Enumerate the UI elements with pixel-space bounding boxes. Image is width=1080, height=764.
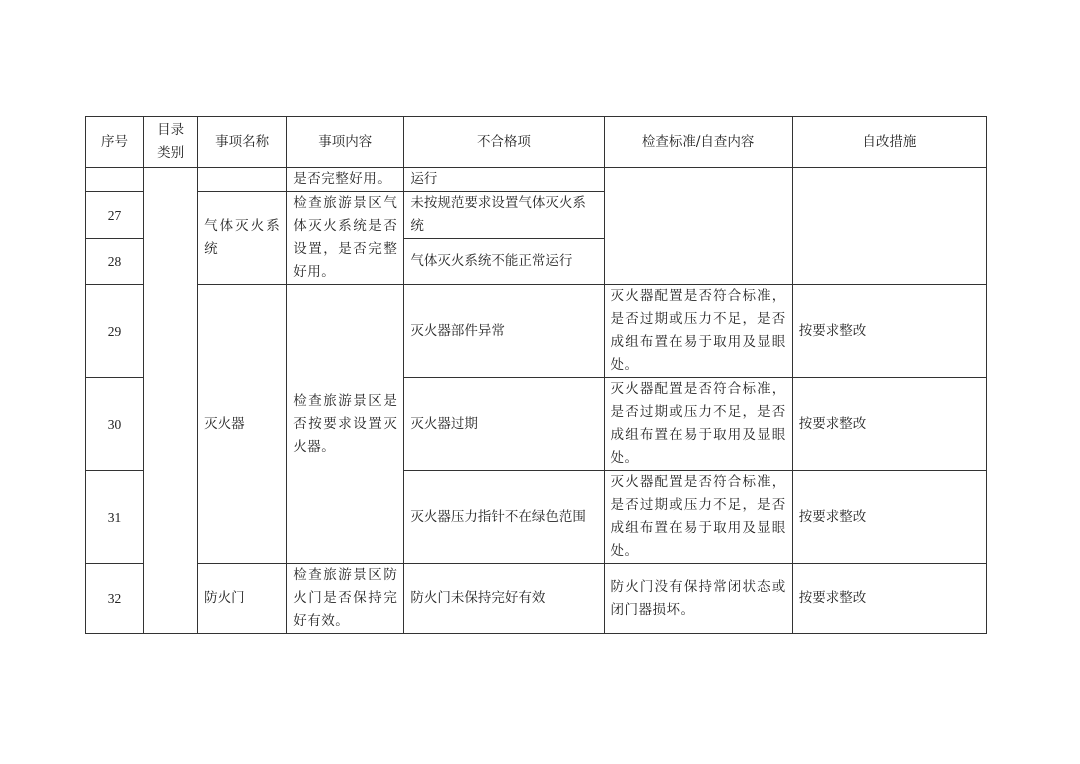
cell-fix: 按要求整改 [792, 378, 986, 471]
cell-fail: 未按规范要求设置气体灭火系统 [404, 192, 604, 239]
cell-fix: 按要求整改 [792, 285, 986, 378]
table-row [86, 564, 987, 634]
cell-fix: 按要求整改 [792, 471, 986, 564]
cell-name: 灭火器 [198, 285, 287, 564]
header-category-line1: 目录 [157, 122, 185, 138]
cell-no: 31 [86, 471, 144, 564]
header-category [144, 117, 198, 168]
cell-fail: 气体灭火系统不能正常运行 [404, 239, 604, 285]
cell-no: 32 [86, 564, 144, 634]
cell-name: 气体灭火系统 [198, 192, 287, 285]
cell-fix [792, 168, 986, 285]
table-row [86, 168, 987, 192]
header-item-name: 事项名称 [198, 117, 287, 168]
cell-standard: 灭火器配置是否符合标准，是否过期或压力不足，是否成组布置在易于取用及显眼处。 [604, 285, 792, 378]
inspection-table [85, 116, 987, 634]
header-fix: 自改措施 [792, 117, 986, 168]
cell-name [198, 168, 287, 192]
cell-standard: 防火门没有保持常闭状态或闭门器损坏。 [604, 564, 792, 634]
cell-fail: 灭火器过期 [404, 378, 604, 471]
table-header-row [86, 117, 987, 168]
cell-name: 防火门 [198, 564, 287, 634]
table-row [86, 285, 987, 378]
cell-fail: 运行 [404, 168, 604, 192]
cell-standard: 灭火器配置是否符合标准，是否过期或压力不足，是否成组布置在易于取用及显眼处。 [604, 471, 792, 564]
cell-no: 30 [86, 378, 144, 471]
cell-content: 是否完整好用。 [287, 168, 404, 192]
cell-content: 检查旅游景区气体灭火系统是否设置，是否完整好用。 [287, 192, 404, 285]
cell-content: 检查旅游景区防火门是否保持完好有效。 [287, 564, 404, 634]
cell-fail: 灭火器压力指针不在绿色范围 [404, 471, 604, 564]
header-fail-item: 不合格项 [404, 117, 604, 168]
cell-standard [604, 168, 792, 285]
cell-category [144, 168, 198, 634]
cell-no: 29 [86, 285, 144, 378]
cell-no [86, 168, 144, 192]
cell-no: 27 [86, 192, 144, 239]
header-standard: 检查标准/自查内容 [604, 117, 792, 168]
cell-fix: 按要求整改 [792, 564, 986, 634]
header-category-line2: 类别 [157, 145, 185, 161]
cell-fail: 防火门未保持完好有效 [404, 564, 604, 634]
cell-no: 28 [86, 239, 144, 285]
header-no: 序号 [86, 117, 144, 168]
header-item-content: 事项内容 [287, 117, 404, 168]
cell-content: 检查旅游景区是否按要求设置灭火器。 [287, 285, 404, 564]
cell-standard: 灭火器配置是否符合标准，是否过期或压力不足，是否成组布置在易于取用及显眼处。 [604, 378, 792, 471]
cell-fail: 灭火器部件异常 [404, 285, 604, 378]
